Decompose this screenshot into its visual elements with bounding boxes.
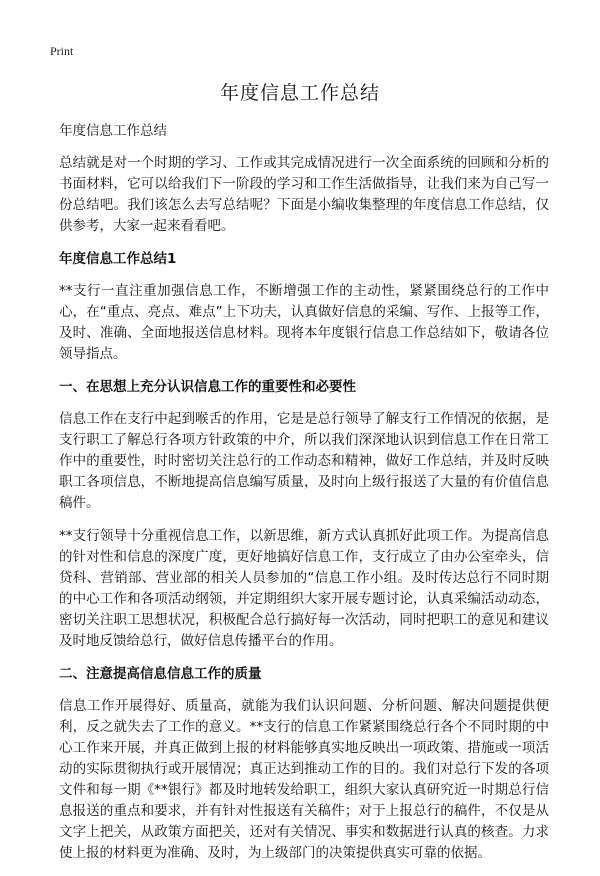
part-heading-2: 二、注意提高信息信息工作的质量 bbox=[59, 666, 262, 682]
section-heading-1: 年度信息工作总结1 bbox=[59, 251, 177, 267]
document-subtitle: 年度信息工作总结 bbox=[59, 123, 167, 139]
part2-paragraph-1: 信息工作开展得好、质量高，就能为我们认识问题、分析问题、解决问题提供便利，反之就失去了工作的意义。**支行的信息工作紧紧围绕总行各个不同时期的中心工作来开展，并真正做到上报的材料能够真实地反映出一项政策、措施或一项活动的实际贯彻执行或开展情况；真正达到推动工作的目的。我们对总行下发的各项文件和每一期《**银行》都及时地转发给职工，组织大家认真研究近一时期总行信息报送的重点和要求，并有针对性报送有关稿件；对于上报总行的稿件，不仅是从文字上把关，从政策方面把关，还对有关情况、事实和数据进行认真的核查。力求使上报的材料更为准确、及时，为上级部门的决策提供真实可靠的依据。 bbox=[59, 698, 549, 861]
intro-paragraph: 总结就是对一个时期的学习、工作或其完成情况进行一次全面系统的回顾和分析的书面材料，它可以给我们下一阶段的学习和工作生活做指导，让我们来为自己写一份总结吧。我们该怎么去写总结呢？下面是小编收集整理的年度信息工作总结，仅供参考，大家一起来看看吧。 bbox=[59, 155, 549, 234]
document-body bbox=[59, 121, 549, 876]
section1-paragraph: **支行一直注重加强信息工作，不断增强工作的主动性，紧紧围绕总行的工作中心，在“重点、亮点、难点”上下功夫，认真做好信息的采编、写作、上报等工作，及时、准确、全面地报送信息材料。现将本年度银行信息工作总结如下，敬请各位领导指点。 bbox=[59, 283, 549, 362]
part1-paragraph-2: **支行领导十分重视信息工作，以新思维，新方式认真抓好此项工作。为提高信息的针对性和信息的深度广度，更好地搞好信息工作，支行成立了由办公室牵头，信贷科、营销部、营业部的相关人员参加的“信息工作小组。及时传达总行不同时期的中心工作和各项活动纲领，并定期组织大家开展专题讨论，认真采编活动动态，密切关注职工思想状况，积极配合总行搞好每一次活动，同时把职工的意见和建议及时地反馈给总行，做好信息传播平台的作用。 bbox=[59, 528, 549, 649]
print-label: Print bbox=[50, 44, 74, 58]
part1-paragraph-1: 信息工作在支行中起到喉舌的作用，它是是总行领导了解支行工作情况的依据，是支行职工了解总行各项方针政策的中介，所以我们深深地认识到信息工作在日常工作中的重要性，时时密切关注总行的工作动态和精神，做好工作总结，并及时反映职工各项信息，不断地提高信息编写质量，及时向上级行报送了大量的有价值信息稿件。 bbox=[59, 411, 549, 511]
part-heading-1: 一、在思想上充分认识信息工作的重要性和必要性 bbox=[59, 379, 356, 395]
document-title: 年度信息工作总结 bbox=[219, 82, 380, 104]
